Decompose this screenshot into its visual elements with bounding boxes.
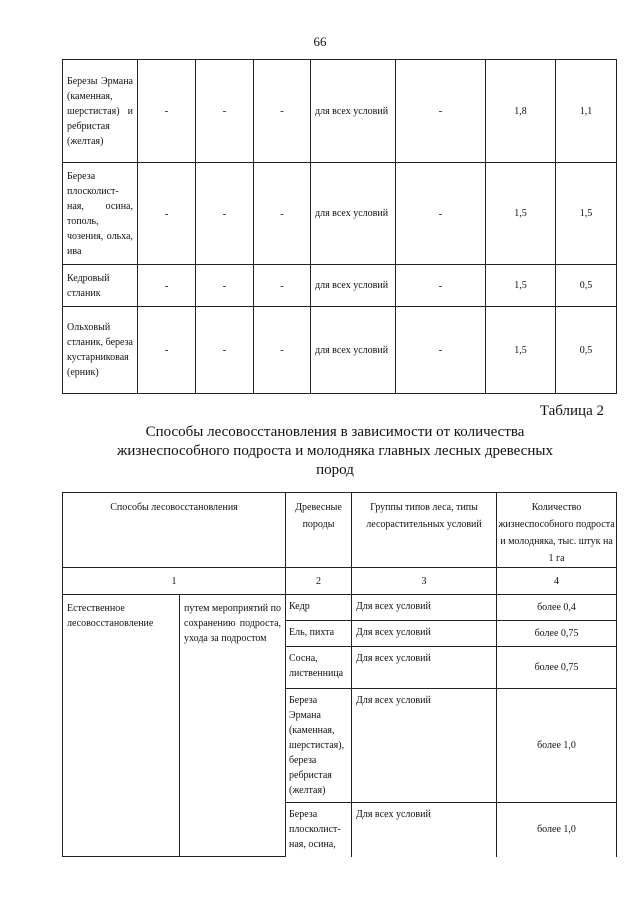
- header-methods: Способы лесовосстановления: [63, 493, 286, 568]
- value-cell: -: [396, 265, 486, 307]
- header-species: Древесные породы: [286, 493, 352, 568]
- value-cell: -: [196, 265, 254, 307]
- value-cell: -: [138, 60, 196, 163]
- value-cell: 0,5: [556, 307, 617, 394]
- table-label: Таблица 2: [539, 403, 604, 419]
- condition-cell: Для всех условий: [352, 647, 497, 689]
- value-cell: 1,5: [556, 163, 617, 265]
- species-cell: Сосна, лиственница: [286, 647, 352, 689]
- condition-cell: для всех условий: [311, 265, 396, 307]
- value-cell: 1,5: [486, 163, 556, 265]
- value-cell: -: [396, 163, 486, 265]
- column-number: 3: [352, 568, 497, 595]
- table-row: [63, 595, 617, 621]
- value-cell: -: [196, 163, 254, 265]
- species-cell: Береза плосколист-ная, осина,: [286, 803, 352, 857]
- header-quantity: Количество жизнеспособного подроста и молодняка, тыс. штук на 1 га: [497, 493, 617, 568]
- table-norms-continuation: [62, 59, 617, 394]
- value-cell: -: [254, 163, 311, 265]
- condition-cell: Для всех условий: [352, 621, 497, 647]
- value-cell: -: [138, 307, 196, 394]
- value-cell: -: [138, 265, 196, 307]
- quantity-cell: более 1,0: [497, 803, 617, 857]
- species-cell: Березы Эрмана (каменная, шерстистая) и ребристая (желтая): [63, 60, 138, 163]
- value-cell: 1,5: [486, 265, 556, 307]
- column-number-row: [63, 568, 617, 595]
- condition-cell: Для всех условий: [352, 689, 497, 803]
- table-reforestation-methods: [62, 492, 617, 857]
- submethod-cell: путем мероприятий по сохранению подроста, ухода за подростом: [180, 595, 286, 857]
- header-forest-groups: Группы типов леса, типы лесорастительных условий: [352, 493, 497, 568]
- value-cell: 1,5: [486, 307, 556, 394]
- species-cell: Ель, пихта: [286, 621, 352, 647]
- value-cell: -: [396, 307, 486, 394]
- table-row: [63, 163, 617, 265]
- species-cell: Береза плосколист-ная, осина, тополь, чозения, ольха, ива: [63, 163, 138, 265]
- condition-cell: для всех условий: [311, 163, 396, 265]
- value-cell: -: [196, 307, 254, 394]
- quantity-cell: более 0,4: [497, 595, 617, 621]
- condition-cell: Для всех условий: [352, 803, 497, 857]
- page-number: 66: [313, 34, 327, 49]
- value-cell: 1,8: [486, 60, 556, 163]
- table-row: [63, 307, 617, 394]
- species-cell: Береза Эрмана (каменная, шерстистая), береза ребристая (желтая): [286, 689, 352, 803]
- condition-cell: Для всех условий: [352, 595, 497, 621]
- table-title: Способы лесовосстановления в зависимости от количества жизнеспособного подроста и молодняка главных лесных древесных пород: [117, 424, 553, 478]
- value-cell: -: [254, 307, 311, 394]
- value-cell: -: [254, 60, 311, 163]
- value-cell: -: [396, 60, 486, 163]
- column-number: 1: [63, 568, 286, 595]
- value-cell: 1,1: [556, 60, 617, 163]
- quantity-cell: более 0,75: [497, 647, 617, 689]
- value-cell: -: [138, 163, 196, 265]
- species-cell: Кедровый стланик: [63, 265, 138, 307]
- condition-cell: для всех условий: [311, 60, 396, 163]
- table-row: [63, 60, 617, 163]
- quantity-cell: более 1,0: [497, 689, 617, 803]
- header-row: [63, 493, 617, 568]
- value-cell: -: [196, 60, 254, 163]
- value-cell: 0,5: [556, 265, 617, 307]
- value-cell: -: [254, 265, 311, 307]
- condition-cell: для всех условий: [311, 307, 396, 394]
- quantity-cell: более 0,75: [497, 621, 617, 647]
- species-cell: Кедр: [286, 595, 352, 621]
- species-cell: Ольховый стланик, береза кустарниковая (ерник): [63, 307, 138, 394]
- column-number: 4: [497, 568, 617, 595]
- column-number: 2: [286, 568, 352, 595]
- method-cell: Естественное лесовосстановление: [63, 595, 180, 857]
- table-row: [63, 265, 617, 307]
